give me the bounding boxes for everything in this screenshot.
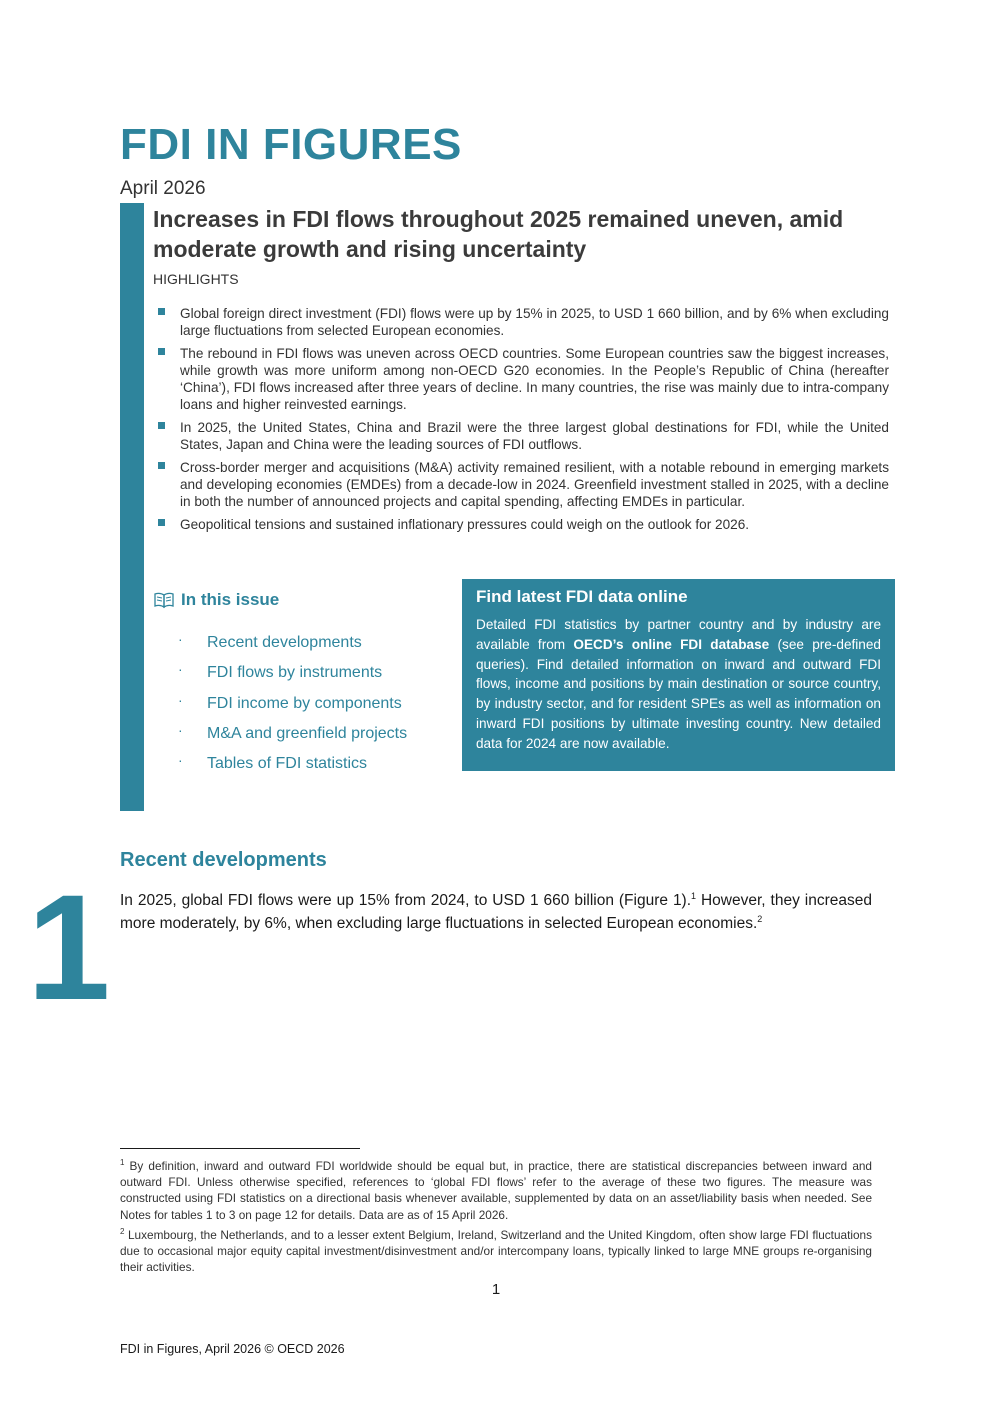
in-this-issue-title: In this issue [181, 590, 280, 609]
footnote [120, 1227, 872, 1276]
square-bullet-icon [158, 462, 165, 469]
square-bullet-icon [158, 422, 165, 429]
issue-link-fdi-flows-by-instruments[interactable] [178, 662, 407, 692]
fdi-box-text-before: Detailed FDI statistics by partner country and by industry are available from [476, 617, 881, 652]
dot-bullet-icon: · [178, 661, 183, 678]
issue-link-tables-of-fdi-statistics[interactable] [178, 753, 407, 783]
square-bullet-icon [158, 519, 165, 526]
highlights-label: HIGHLIGHTS [153, 271, 239, 287]
footnote-ref-2[interactable]: 2 [757, 913, 763, 924]
accent-side-bar [120, 203, 144, 811]
issue-link-label: FDI income by components [207, 694, 402, 712]
page-title: FDI IN FIGURES [120, 120, 462, 169]
oecd-fdi-database-link[interactable]: OECD’s online FDI database [573, 636, 770, 652]
square-bullet-icon [158, 308, 165, 315]
section-number: 1 [27, 863, 111, 1031]
issue-link-ma-and-greenfield[interactable] [178, 723, 407, 753]
fdi-box-text-after: (see pre-defined queries). Find detailed information on inward and outward FDI flows, income and positions by main destination or source country, by industry sector, and for resident SPEs as well as information on inward FDI positions by ultimate investing country. New detailed data for 2024 are now available. [476, 636, 881, 751]
highlight-item [158, 459, 889, 510]
issue-link-label: Recent developments [207, 634, 362, 651]
issue-link-label: FDI flows by instruments [207, 664, 383, 682]
footnote-text: Luxembourg, the Netherlands, and to a lesser extent Belgium, Ireland, Switzerland and the United Kingdom, often show large FDI fluctuations due to occasional major equity capital investment/disinvestment and/or intercompany loans, typically linked to large MNE groups re-organising their activities. [120, 1227, 872, 1275]
highlight-item [158, 516, 889, 533]
dot-bullet-icon: · [178, 631, 183, 647]
footnote-divider [120, 1148, 360, 1149]
section-title: Recent developments [120, 849, 327, 871]
highlight-text: Geopolitical tensions and sustained inflationary pressures could weigh on the outlook for 2026. [180, 517, 750, 532]
issue-link-recent-developments[interactable] [178, 632, 407, 662]
footnotes [120, 1158, 872, 1279]
fdi-box-title: Find latest FDI data online [476, 587, 688, 606]
issue-link-label: Tables of FDI statistics [207, 755, 368, 773]
highlight-item [158, 419, 889, 453]
publication-date: April 2026 [120, 178, 206, 199]
fdi-box-body [476, 615, 881, 754]
in-this-issue-header [153, 590, 279, 610]
highlight-item [158, 305, 889, 339]
book-icon [153, 591, 175, 609]
dot-bullet-icon: · [178, 752, 183, 769]
dot-bullet-icon: · [178, 721, 183, 738]
issue-link-fdi-income-by-components[interactable] [178, 693, 407, 723]
issue-link-label: M&A and greenfield projects [207, 724, 408, 742]
headline: Increases in FDI flows throughout 2025 remained uneven, amid moderate growth and rising uncertainty [153, 206, 844, 262]
fdi-data-online-box [462, 579, 895, 771]
highlight-text: Global foreign direct investment (FDI) flows were up by 15% in 2025, to USD 1 660 billion, and by 6% when excluding large fluctuations from selected European economies. [180, 306, 889, 338]
footnote-number: 1 [120, 1158, 125, 1168]
highlight-text: In 2025, the United States, China and Brazil were the three largest global destinations for FDI, while the United States, Japan and China were the leading sources of FDI outflows. [180, 420, 889, 452]
highlight-text: The rebound in FDI flows was uneven across OECD countries. Some European countries saw the biggest increases, while growth was more uniform among non-OECD G20 economies. In the People’s Republic of China (hereafter ‘China’), FDI flows increased after three years of decline. In many countries, the rise was mainly due to intra-company loans and higher reinvested earnings. [180, 346, 889, 412]
in-this-issue-list [178, 632, 407, 783]
highlights-list [158, 305, 889, 539]
paragraph-text: In 2025, global FDI flows were up 15% from 2024, to USD 1 660 billion (Figure 1). [120, 892, 692, 909]
dot-bullet-icon: · [178, 691, 183, 708]
highlight-item [158, 345, 889, 413]
highlight-text: Cross-border merger and acquisitions (M&A) activity remained resilient, with a notable rebound in emerging markets and developing economies (EMDEs) from a decade-low in 2024. Greenfield investment stalled in 2025, with a decline in both the number of announced projects and capital spending, affecting EMDEs in particular. [180, 460, 889, 509]
page-number: 1 [491, 1281, 501, 1298]
footnote-text: By definition, inward and outward FDI worldwide should be equal but, in practice, there are statistical discrepancies between inward and outward FDI. Unless otherwise specified, references to ‘global FDI flows’ refer to the average of these two figures. The measure was constructed using FDI statistics on a directional basis whenever available, supplemented by data on an asset/liability basis when needed. See Notes for tables 1 to 3 on page 12 for details. Data are as of 15 April 2026. [120, 1159, 872, 1222]
footnote-ref-1[interactable]: 1 [691, 890, 697, 901]
body-paragraph [120, 890, 872, 935]
footnote [120, 1158, 872, 1223]
square-bullet-icon [158, 348, 165, 355]
paragraph-text: However, they increased more moderately, by 6%, when excluding large fluctuations in selected European economies. [120, 892, 872, 932]
page-footer: FDI in Figures, April 2026 © OECD 2026 [120, 1342, 345, 1356]
footnote-number: 2 [120, 1226, 125, 1236]
